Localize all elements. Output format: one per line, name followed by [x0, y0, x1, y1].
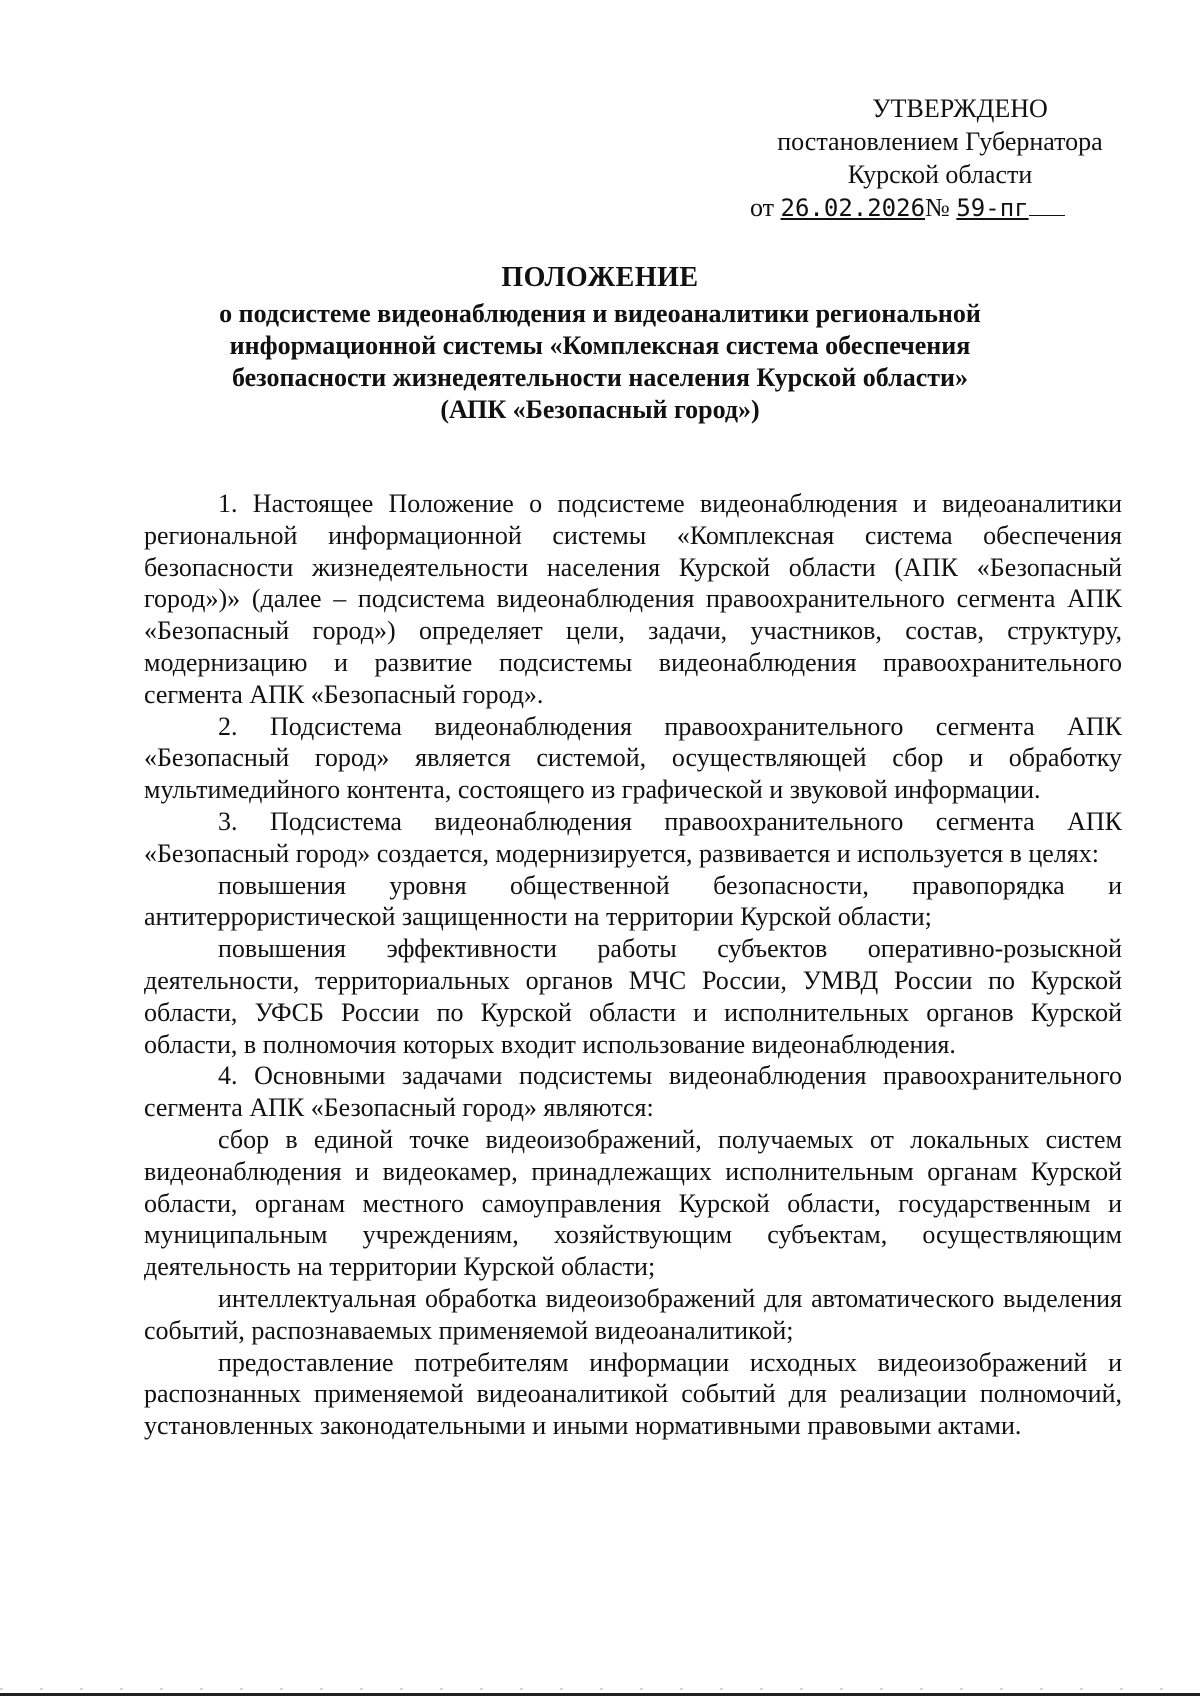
approved-label: УТВЕРЖДЕНО: [872, 94, 1048, 123]
document-heading: [140, 262, 1060, 426]
paragraph-4-item-2: интеллектуальная обработка видеоизображений для автоматического выделения событий, распознаваемых применяемой видеоаналитикой;: [144, 1283, 1122, 1345]
approval-stamp: [730, 92, 1150, 225]
decree-date: 26.02.2026: [780, 194, 926, 222]
date-prefix: от: [750, 193, 775, 222]
scan-specks: [0, 1688, 1200, 1690]
number-sign: №: [925, 193, 950, 222]
document-subtitle-line: безопасности жизнедеятельности населения Курской области»: [231, 363, 968, 392]
document-title: ПОЛОЖЕНИЕ: [501, 262, 699, 293]
scan-bottom-edge: [0, 1693, 1200, 1696]
approved-by-line: постановлением Губернатора: [777, 127, 1103, 156]
document-subtitle-line: информационной системы «Комплексная система обеспечения: [229, 331, 971, 360]
paragraph-2: 2. Подсистема видеонаблюдения правоохранительного сегмента АПК «Безопасный город» является системой, осуществляющей сбор и обработку мультимедийного контента, состоящего из графической и звуковой информации.: [144, 711, 1122, 805]
document-body: [144, 488, 1122, 1442]
approved-region-line: Курской области: [847, 160, 1033, 189]
decree-date-line: [730, 191, 1150, 225]
paragraph-3-item-1: повышения уровня общественной безопасности, правопорядка и антитеррористической защищенности на территории Курской области;: [144, 870, 1122, 932]
paragraph-4-item-1: сбор в единой точке видеоизображений, получаемых от локальных систем видеонаблюдения и видеокамер, принадлежащих исполнительным органам Курской области, органам местного самоуправления Курской области, государственным и муниципальным учреждениям, хозяйствующим субъектам, осуществляющим деятельность на территории Курской области;: [144, 1124, 1122, 1282]
paragraph-3: 3. Подсистема видеонаблюдения правоохранительного сегмента АПК «Безопасный город» создается, модернизируется, развивается и используется в целях:: [144, 806, 1122, 868]
decree-number: 59-пг: [956, 194, 1029, 222]
document-subtitle-line: о подсистеме видеонаблюдения и видеоаналитики региональной: [219, 299, 981, 328]
paragraph-1: 1. Настоящее Положение о подсистеме видеонаблюдения и видеоаналитики региональной информационной системы «Комплексная система обеспечения безопасности жизнедеятельности населения Курской области (АПК «Безопасный город»)» (далее – подсистема видеонаблюдения правоохранительного сегмента АПК «Безопасный город») определяет цели, задачи, участников, состав, структуру, модернизацию и развитие подсистемы видеонаблюдения правоохранительного сегмента АПК «Безопасный город».: [144, 489, 1122, 709]
paragraph-4: 4. Основными задачами подсистемы видеонаблюдения правоохранительного сегмента АПК «Безопасный город» являются:: [144, 1061, 1122, 1123]
paragraph-3-item-2: повышения эффективности работы субъектов оперативно-розыскной деятельности, территориальных органов МЧС России, УМВД России по Курской области, УФСБ России по Курской области и исполнительных органов Курской области, в полномочия которых входит использование видеонаблюдения.: [144, 934, 1122, 1059]
number-underline: [1029, 193, 1065, 216]
paragraph-4-item-3: предоставление потребителям информации исходных видеоизображений и распознанных применяемой видеоаналитикой событий для реализации полномочий, установленных законодательными и иными нормативными правовыми актами.: [144, 1347, 1122, 1441]
document-subtitle-line: (АПК «Безопасный город»): [440, 395, 760, 424]
